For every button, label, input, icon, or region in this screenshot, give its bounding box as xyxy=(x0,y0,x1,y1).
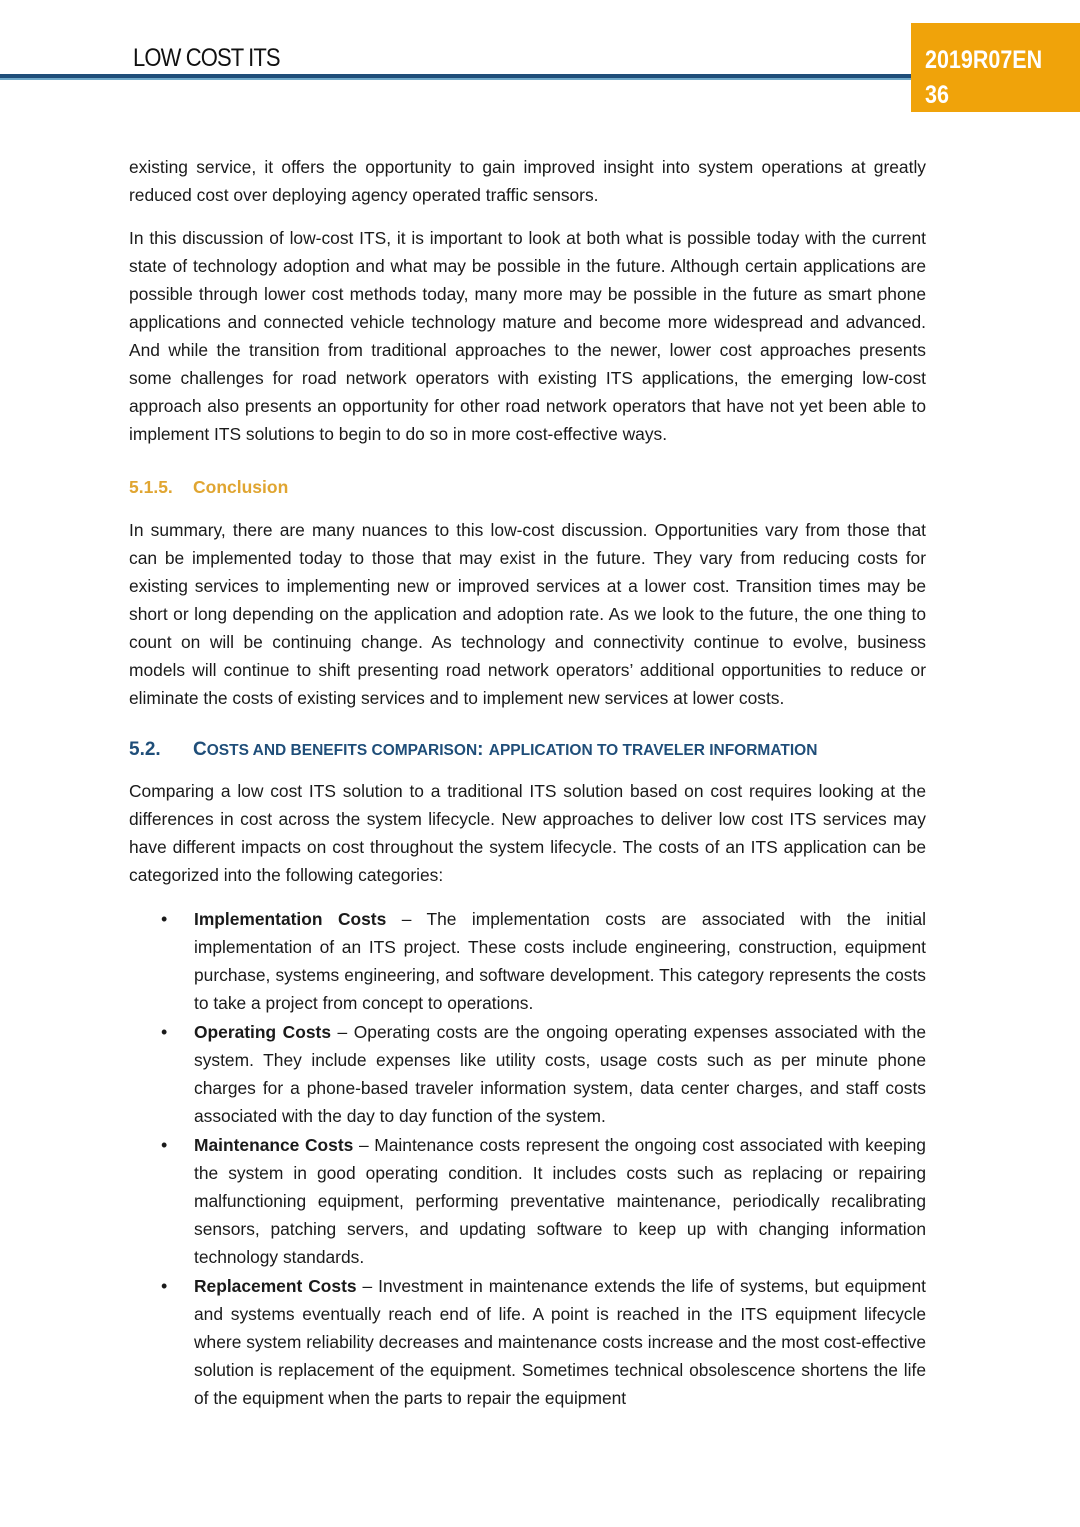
section-heading-5-2 xyxy=(129,736,926,765)
list-item-text: – Maintenance costs represent the ongoing cost associated with keeping the system in good operating condition. It includes costs such as replacing or repairing malfunctioning equipment, performing preventative maintenance, periodically recalibrating sensors, patching servers, and updating software to keep up with changing information technology standards. xyxy=(194,1135,926,1267)
paragraph: In summary, there are many nuances to this low-cost discussion. Opportunities vary from those that can be implemented today to those that may exist in the future. They vary from reducing costs for existing services to implementing new or improved services at a lower cost. Transition times may be short or long depending on the application and adoption rate. As we look to the future, the one thing to count on will be continuing change. As technology and connectivity continue to evolve, business models will continue to shift presenting road network operators’ additional opportunities to reduce or eliminate the costs of existing services and to implement new services at lower costs. xyxy=(129,520,926,708)
list-item-text: – Operating costs are the ongoing operating expenses associated with the system. They include expenses like utility costs, usage costs such as per minute phone charges for a phone-based traveler information system, data center charges, and staff costs associated with the day to day function of the system. xyxy=(194,1022,926,1126)
section-title-second: APPLICATION TO TRAVELER INFORMATION xyxy=(488,742,818,759)
list-item xyxy=(129,1018,926,1130)
page-body xyxy=(129,153,926,1413)
paragraph: In this discussion of low-cost ITS, it is important to look at both what is possible today with the current state of technology adoption and what may be possible in the future. Although certain applications are possible through lower cost methods today, many more may be possible in the future as smart phone applications and connected vehicle technology mature and become more widespread and advanced. And while the transition from traditional approaches to the newer, lower cost approaches presents some challenges for road network operators with existing ITS applications, the emerging low-cost approach also presents an opportunity for other road network operators that have not yet been able to implement ITS solutions to begin to do so in more cost-effective ways. xyxy=(129,228,926,444)
bullet-icon: • xyxy=(161,1135,168,1155)
section-title-initial: C xyxy=(193,739,207,760)
page-number: 36 xyxy=(925,81,949,109)
list-item xyxy=(129,1131,926,1271)
bullet-icon: • xyxy=(161,1022,168,1042)
section-number: 5.2. xyxy=(129,739,161,760)
list-item-text: – The implementation costs are associated with the initial implementation of an ITS project. These costs include engineering, construction, equipment purchase, systems engineering, and software development. This category represents the costs to take a project from concept to operations. xyxy=(194,909,926,1013)
paragraph: Comparing a low cost ITS solution to a traditional ITS solution based on cost requires looking at the differences in cost across the system lifecycle. New approaches to deliver low cost ITS services may have different impacts on cost throughout the system lifecycle. The costs of an ITS application can be categorized into the following categories: xyxy=(129,781,926,885)
section-heading-5-1-5 xyxy=(129,473,926,501)
list-item-term: Maintenance Costs xyxy=(194,1135,354,1155)
cost-categories-list xyxy=(129,905,926,1412)
list-item-term: Operating Costs xyxy=(194,1022,331,1042)
section-title-rest: OSTS AND BENEFITS COMPARISON xyxy=(206,742,478,759)
document-title: LOW COST ITS xyxy=(133,44,280,72)
section-title: Conclusion xyxy=(193,477,289,497)
list-item-term: Implementation Costs xyxy=(194,909,387,929)
report-code: 2019R07EN xyxy=(925,46,1043,74)
paragraph: existing service, it offers the opportunity to gain improved insight into system operations at greatly reduced cost over deploying agency operated traffic sensors. xyxy=(129,157,926,205)
bullet-icon: • xyxy=(161,1276,168,1296)
list-item-term: Replacement Costs xyxy=(194,1276,357,1296)
list-item xyxy=(129,1272,926,1412)
section-title-colon: : xyxy=(477,739,489,760)
bullet-icon: • xyxy=(161,909,168,929)
section-number: 5.1.5. xyxy=(129,477,173,497)
list-item xyxy=(129,905,926,1017)
list-item-text: – Investment in maintenance extends the life of systems, but equipment and systems eventually reach end of life. A point is reached in the ITS equipment lifecycle where system reliability decreases and maintenance costs increase and the most cost-effective solution is replacement of the equipment. Sometimes technical obsolescence shortens the life of the equipment when the parts to repair the equipment xyxy=(194,1276,926,1408)
